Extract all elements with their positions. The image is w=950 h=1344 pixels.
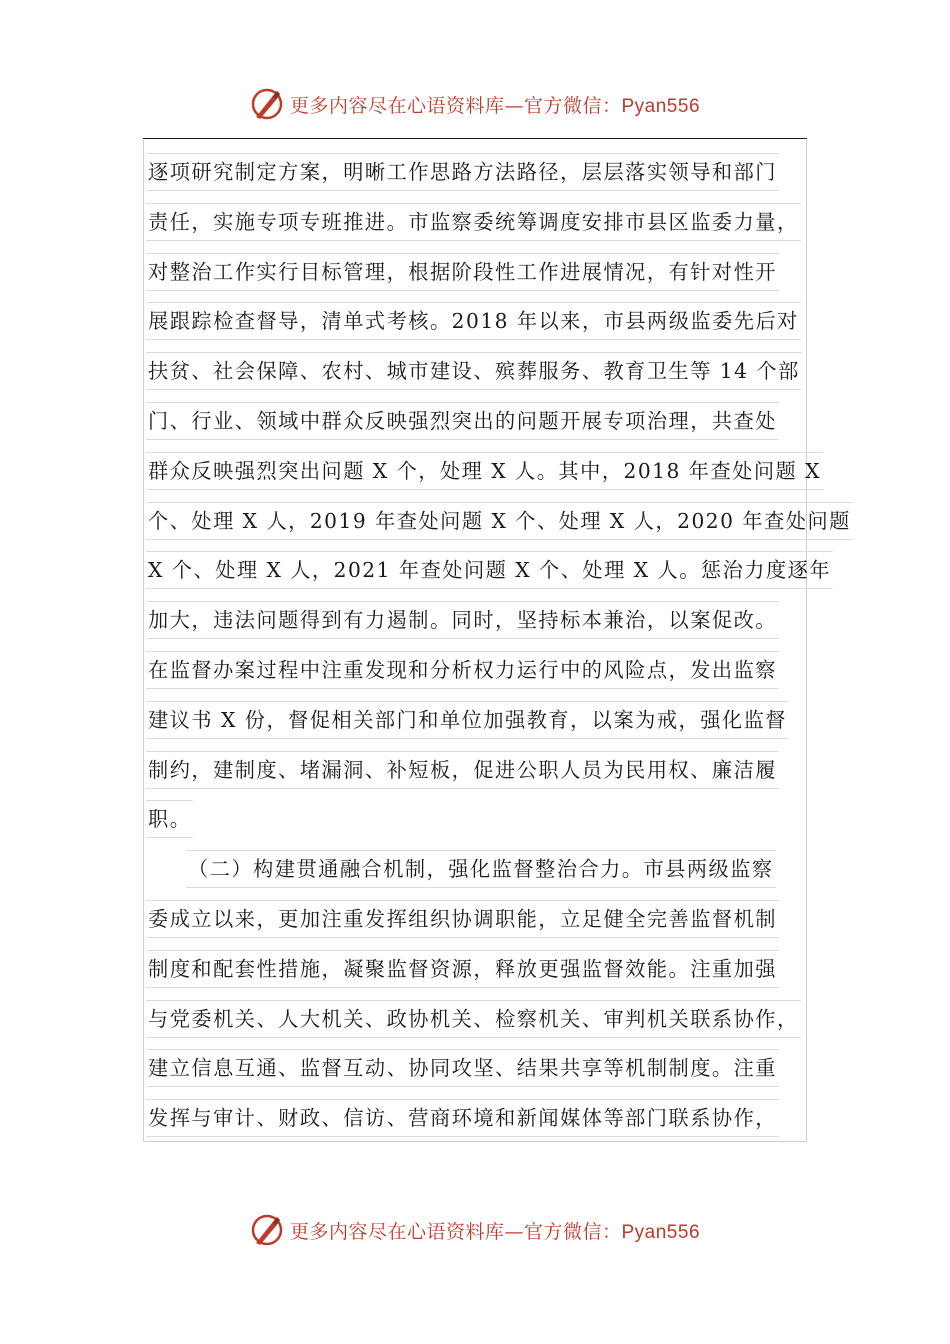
text-line: X 个、处理 X 人，2021 年查处问题 X 个、处理 X 人。惩治力度逐年 — [146, 550, 794, 600]
footer-banner — [0, 1208, 950, 1252]
section-heading-line: （二）构建贯通融合机制，强化监督整治合力。市县两级监察 — [146, 849, 794, 899]
text-line: 展跟踪检查督导，清单式考核。2018 年以来，市县两级监委先后对 — [146, 301, 794, 351]
footer-banner-text — [290, 1217, 700, 1244]
header-banner — [0, 82, 950, 126]
text-line: 与党委机关、人大机关、政协机关、检察机关、审判机关联系协作， — [146, 999, 794, 1049]
header-banner-label: 更多内容尽在心语资料库—官方微信： — [289, 94, 622, 117]
footer-wechat-id: Pyan556 — [621, 1221, 701, 1243]
text-line: 门、行业、领域中群众反映强烈突出的问题开展专项治理，共查处 — [146, 401, 794, 451]
text-line: 扶贫、社会保障、农村、城市建设、殡葬服务、教育卫生等 14 个部 — [146, 351, 794, 401]
text-line: 职。 — [146, 799, 794, 849]
text-line: 发挥与审计、财政、信访、营商环境和新闻媒体等部门联系协作， — [146, 1098, 794, 1148]
text-line: 加大，违法问题得到有力遏制。同时，坚持标本兼治，以案促改。 — [146, 600, 794, 650]
header-rule — [143, 138, 807, 139]
text-line: 建议书 X 份，督促相关部门和单位加强教育，以案为戒，强化监督 — [146, 700, 794, 750]
pen-logo-icon — [250, 87, 284, 121]
text-line: 个、处理 X 人，2019 年查处问题 X 个、处理 X 人，2020 年查处问题 — [146, 501, 794, 551]
header-banner-text — [290, 91, 700, 118]
text-line: 逐项研究制定方案，明晰工作思路方法路径，层层落实领导和部门 — [146, 152, 794, 202]
footer-banner-label: 更多内容尽在心语资料库—官方微信： — [289, 1220, 622, 1243]
pen-logo-icon — [250, 1213, 284, 1247]
text-line: 委成立以来，更加注重发挥组织协调职能，立足健全完善监督机制 — [146, 899, 794, 949]
document-body — [146, 152, 851, 1148]
header-wechat-id: Pyan556 — [621, 95, 701, 117]
text-line: 制约，建制度、堵漏洞、补短板，促进公职人员为民用权、廉洁履 — [146, 750, 794, 800]
text-line: 对整治工作实行目标管理，根据阶段性工作进展情况，有针对性开 — [146, 252, 794, 302]
text-line: 群众反映强烈突出问题 X 个，处理 X 人。其中，2018 年查处问题 X — [146, 451, 794, 501]
text-line: 制度和配套性措施，凝聚监督资源，释放更强监督效能。注重加强 — [146, 949, 794, 999]
text-line: 责任，实施专项专班推进。市监察委统筹调度安排市县区监委力量， — [146, 202, 794, 252]
text-line: 建立信息互通、监督互动、协同攻坚、结果共享等机制制度。注重 — [146, 1048, 794, 1098]
text-line: 在监督办案过程中注重发现和分析权力运行中的风险点，发出监察 — [146, 650, 794, 700]
